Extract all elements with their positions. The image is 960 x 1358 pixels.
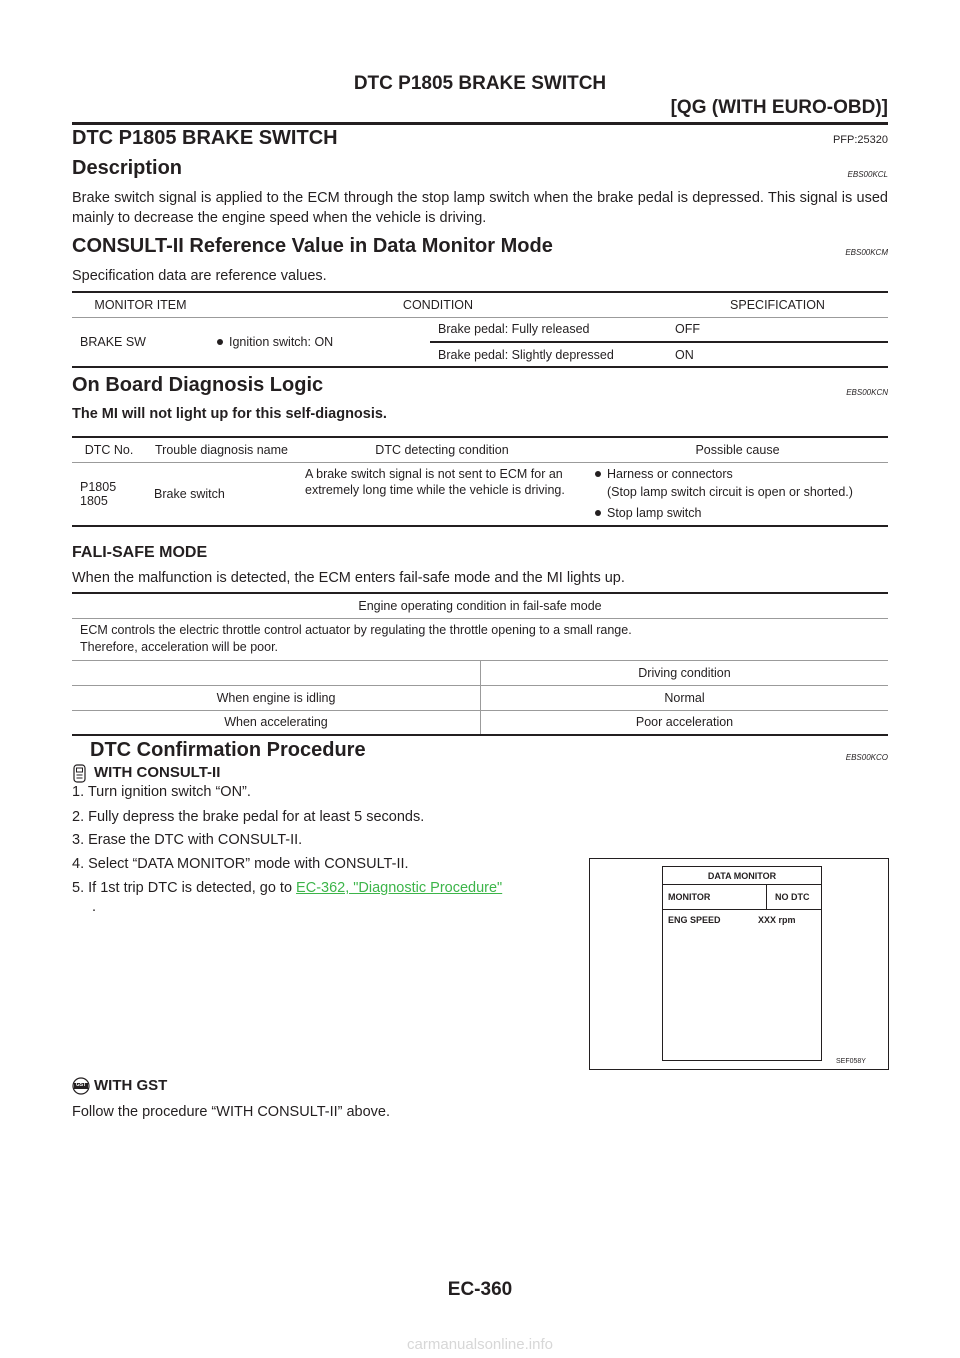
dtc-code: P1805 bbox=[80, 479, 117, 494]
bullet bbox=[595, 471, 601, 477]
screen-divider bbox=[663, 909, 821, 910]
description-text: Brake switch signal is applied to the ECM through the stop lamp switch when the brake pedal is depressed. This signal is used mainly to decrease the engine speed when the vehicle is driving. bbox=[72, 190, 888, 226]
procedure-step: 4. Select “DATA MONITOR” mode with CONSULT-II. bbox=[72, 856, 409, 872]
obd-note: The MI will not light up for this self-diagnosis. bbox=[72, 406, 387, 422]
step-suffix: . bbox=[92, 899, 97, 915]
blank-cell bbox=[72, 660, 481, 685]
description-heading: Description bbox=[72, 157, 183, 179]
procedure-step: 3. Erase the DTC with CONSULT-II. bbox=[72, 832, 303, 848]
failsafe-description bbox=[72, 618, 888, 660]
col-detecting-condition: DTC detecting condition bbox=[297, 437, 587, 462]
spec-cell: OFF bbox=[667, 317, 888, 342]
dtc-code-alt: 1805 bbox=[80, 493, 108, 508]
engine-condition-cell: When engine is idling bbox=[72, 685, 481, 710]
watermark: carmanualsonline.info bbox=[407, 1336, 553, 1353]
failsafe-desc-line: ECM controls the electric throttle control actuator by regulating the throttle opening to a small range. bbox=[80, 623, 632, 637]
state-cell: Brake pedal: Slightly depressed bbox=[430, 342, 667, 367]
consult-code: EBS00KCM bbox=[845, 248, 888, 257]
col-condition: CONDITION bbox=[209, 292, 667, 317]
screen-title: DATA MONITOR bbox=[707, 871, 777, 881]
with-consult-label: WITH CONSULT-II bbox=[94, 764, 221, 781]
possible-cause-cell bbox=[587, 462, 888, 526]
driving-condition-cell: Normal bbox=[481, 685, 889, 710]
data-monitor-screen bbox=[662, 866, 822, 1061]
col-monitor-item: MONITOR ITEM bbox=[72, 292, 209, 317]
gst-icon-text: GST bbox=[75, 1082, 87, 1088]
description-code: EBS00KCL bbox=[847, 170, 888, 179]
page-number: EC-360 bbox=[447, 1279, 513, 1300]
procedure-step-5 bbox=[72, 880, 502, 896]
gst-text: Follow the procedure “WITH CONSULT-II” above. bbox=[72, 1104, 391, 1120]
screen-divider bbox=[663, 884, 821, 885]
procedure-step: 1. Turn ignition switch “ON”. bbox=[72, 784, 251, 800]
procedure-heading: DTC Confirmation Procedure bbox=[90, 739, 366, 761]
condition-text: Ignition switch: ON bbox=[229, 334, 334, 349]
spec-cell: ON bbox=[667, 342, 888, 367]
obd-code: EBS00KCN bbox=[846, 388, 888, 397]
engine-condition-cell: When accelerating bbox=[72, 710, 481, 735]
diagnostic-procedure-link[interactable]: EC-362, "Diagnostic Procedure" bbox=[296, 880, 503, 896]
consult-heading: CONSULT-II Reference Value in Data Monitor Mode bbox=[72, 235, 553, 257]
cause-item: Harness or connectors bbox=[607, 466, 733, 481]
screen-row-label: ENG SPEED bbox=[668, 915, 721, 925]
bullet bbox=[217, 339, 223, 345]
consult-note: Specification data are reference values. bbox=[72, 268, 327, 284]
col-diagnosis-name: Trouble diagnosis name bbox=[146, 437, 297, 462]
screen-col-divider bbox=[766, 884, 767, 909]
gst-icon bbox=[72, 1077, 90, 1100]
failsafe-text: When the malfunction is detected, the ECM enters fail-safe mode and the MI lights up. bbox=[72, 570, 625, 586]
condition-cell bbox=[209, 317, 430, 367]
diagnosis-name-cell: Brake switch bbox=[146, 462, 297, 526]
col-dtc-no: DTC No. bbox=[72, 437, 146, 462]
step-text: 5. If 1st trip DTC is detected, go to bbox=[72, 880, 297, 896]
cause-item-detail: (Stop lamp switch circuit is open or shorted.) bbox=[607, 484, 853, 499]
page-header-title: DTC P1805 BRAKE SWITCH bbox=[353, 73, 607, 94]
failsafe-table bbox=[72, 592, 888, 736]
section-title: DTC P1805 BRAKE SWITCH bbox=[72, 127, 338, 149]
screen-row-value: XXX rpm bbox=[758, 915, 796, 925]
figure-ref: SEF058Y bbox=[836, 1058, 866, 1065]
failsafe-heading: FALI-SAFE MODE bbox=[72, 544, 208, 561]
col-specification: SPECIFICATION bbox=[667, 292, 888, 317]
cause-item: Stop lamp switch bbox=[607, 505, 702, 520]
col-driving-condition: Driving condition bbox=[481, 660, 889, 685]
col-possible-cause: Possible cause bbox=[587, 437, 888, 462]
screen-col-monitor: MONITOR bbox=[668, 892, 711, 902]
driving-condition-cell: Poor acceleration bbox=[481, 710, 889, 735]
obd-table bbox=[72, 436, 888, 527]
page-header-subtitle: [QG (WITH EURO-OBD)] bbox=[670, 97, 888, 118]
consult-table bbox=[72, 291, 888, 368]
detecting-condition-cell: A brake switch signal is not sent to ECM for an extremely long time while the vehicle is driving. bbox=[297, 462, 587, 526]
part-number: PFP:25320 bbox=[832, 134, 888, 146]
procedure-code: EBS00KCO bbox=[845, 753, 888, 762]
dtc-no-cell bbox=[72, 462, 146, 526]
screen-col-no-dtc: NO DTC bbox=[775, 892, 810, 902]
state-cell: Brake pedal: Fully released bbox=[430, 317, 667, 342]
header-rule bbox=[72, 122, 888, 125]
failsafe-table-header: Engine operating condition in fail-safe mode bbox=[72, 593, 888, 618]
procedure-step: 2. Fully depress the brake pedal for at least 5 seconds. bbox=[72, 809, 425, 825]
failsafe-desc-line: Therefore, acceleration will be poor. bbox=[80, 640, 279, 654]
monitor-item: BRAKE SW bbox=[72, 317, 209, 367]
obd-heading: On Board Diagnosis Logic bbox=[72, 374, 324, 396]
bullet bbox=[595, 510, 601, 516]
with-gst-label: WITH GST bbox=[94, 1077, 168, 1094]
